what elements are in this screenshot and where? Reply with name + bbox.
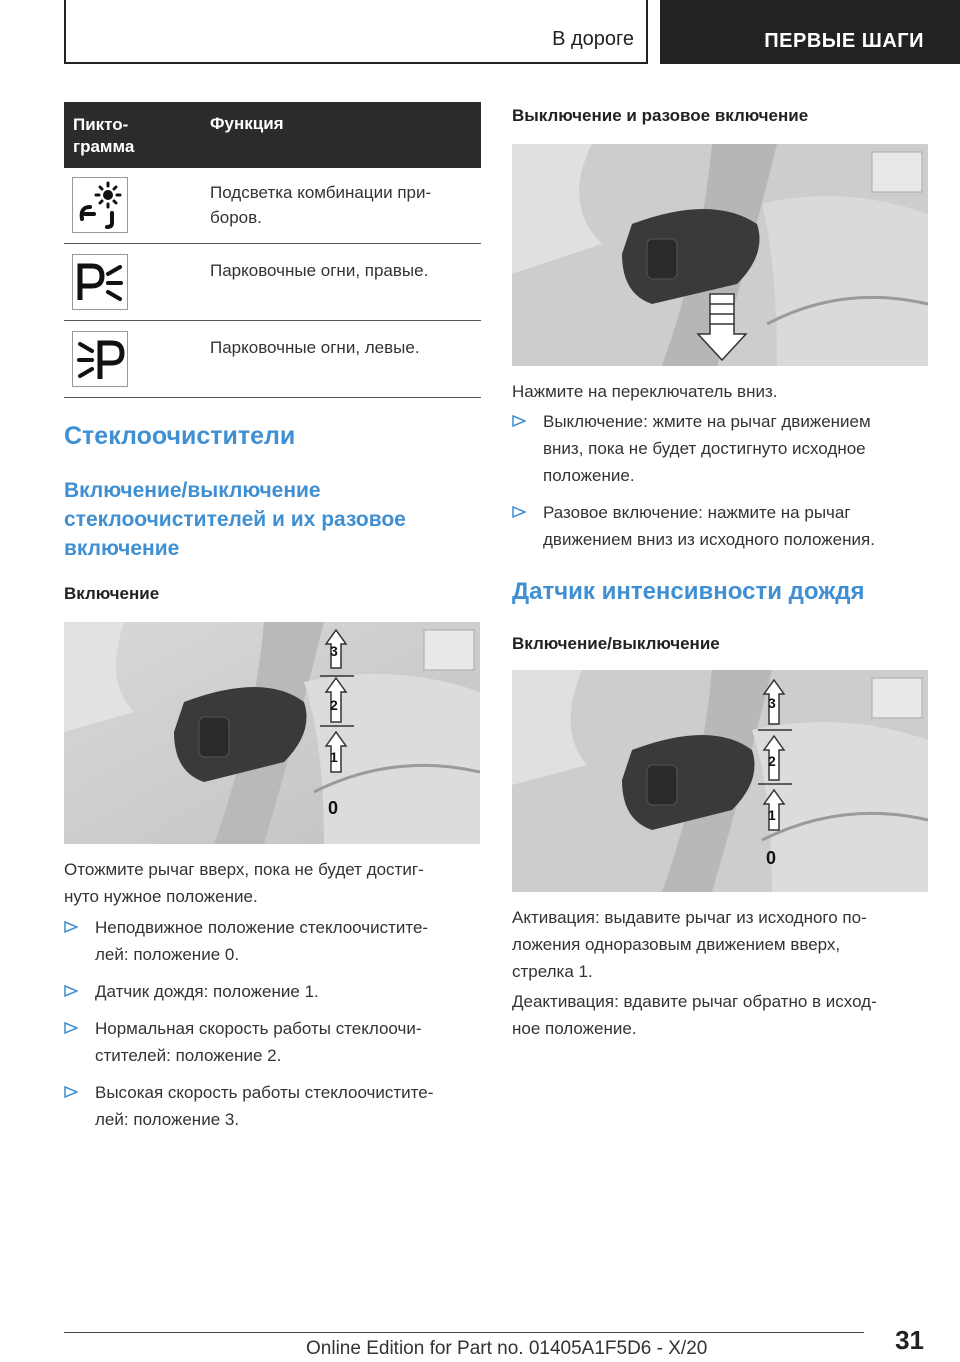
bullet-triangle-icon <box>512 414 526 428</box>
list-item-line: Разовое включение: нажмите на рычаг <box>543 503 851 522</box>
table-cell-function <box>210 180 470 230</box>
section-title-wipers: Стеклоочистители <box>64 422 296 450</box>
table-header-pictogram-line2: грамма <box>73 137 135 156</box>
subsection-title-line: стеклоочистителей и их разовое <box>64 508 406 531</box>
table-cell-function <box>210 335 470 360</box>
table-row <box>64 244 481 321</box>
list-item-line: лей: положение 3. <box>95 1110 240 1129</box>
list-item-line: вниз, пока не будет достигнуто исходное <box>543 439 866 458</box>
photo-label-1: 1 <box>768 807 776 823</box>
paragraph-line: ложения одноразовым движением вверх, <box>512 935 841 954</box>
pictogram-table <box>64 102 481 398</box>
list-item-line: Выключение: жмите на рычаг движением <box>543 412 871 431</box>
bullet-list-switch-off <box>512 408 932 553</box>
paragraph-deactivation <box>512 988 942 1042</box>
bullet-triangle-icon <box>64 1085 78 1099</box>
list-item-line: положение. <box>543 466 635 485</box>
list-item-line: Неподвижное положение стеклоочистите‐ <box>95 918 429 937</box>
table-row <box>64 321 481 398</box>
list-item <box>64 914 484 968</box>
table-header <box>64 102 481 168</box>
list-item-line: движением вниз из исходного положения. <box>543 530 875 549</box>
bullet-triangle-icon <box>64 920 78 934</box>
list-item <box>512 499 932 553</box>
table-header-pictogram <box>73 114 134 158</box>
subsection-title-wipers-onoff <box>64 476 484 563</box>
paragraph-line: нуто нужное положение. <box>64 887 258 906</box>
footer-divider <box>64 1332 864 1333</box>
parking-lights-right-icon <box>72 254 128 310</box>
photo-label-0: 0 <box>766 848 777 868</box>
table-cell-function <box>210 258 470 283</box>
table-cell-line: Парковочные огни, левые. <box>210 338 420 357</box>
paragraph-line: Активация: выдавите рычаг из исходного по‐ <box>512 908 867 927</box>
photo-label-0: 0 <box>328 798 339 818</box>
bullet-triangle-icon <box>64 984 78 998</box>
paragraph-activation <box>512 904 942 985</box>
list-item <box>64 978 484 1005</box>
photo-label-2: 2 <box>768 753 776 769</box>
footer-edition: Online Edition for Part no. 01405A1F5D6 - X/20 <box>306 1338 708 1359</box>
list-item-line: Высокая скорость работы стеклоочистите‐ <box>95 1083 434 1102</box>
subsection-title-line: включение <box>64 537 180 560</box>
photo-label-3: 3 <box>768 695 776 711</box>
table-header-function: Функция <box>210 114 284 133</box>
bullet-triangle-icon <box>512 505 526 519</box>
heading-switch-on: Включение <box>64 584 160 603</box>
bullet-list-positions <box>64 914 484 1133</box>
paragraph-switch-on <box>64 856 484 910</box>
header-chapter <box>660 0 960 64</box>
table-cell-line: Парковочные огни, правые. <box>210 261 429 280</box>
photo-label-2: 2 <box>330 697 338 713</box>
list-item <box>64 1079 484 1133</box>
list-item <box>64 1015 484 1069</box>
list-item-line: Нормальная скорость работы стеклоочи‐ <box>95 1019 422 1038</box>
table-header-pictogram-line1: Пикто‐ <box>73 115 129 134</box>
header-chapter-label: ПЕРВЫЕ ШАГИ <box>764 30 924 52</box>
header-section-label: В дороге <box>552 28 634 50</box>
paragraph-line: ное положение. <box>512 1019 637 1038</box>
list-item-line: Датчик дождя: положение 1. <box>95 982 319 1001</box>
subsection-title-line: Включение/выключение <box>64 479 321 502</box>
list-item-line: лей: положение 0. <box>95 945 240 964</box>
table-row <box>64 168 481 244</box>
table-cell-line: боров. <box>210 208 262 227</box>
section-title-rain-sensor: Датчик интенсивности дождя <box>512 578 865 605</box>
paragraph-line: Отожмите рычаг вверх, пока не будет достиг‐ <box>64 860 424 879</box>
bullet-triangle-icon <box>64 1021 78 1035</box>
wiper-lever-down-photo <box>512 144 928 366</box>
instrument-lighting-icon <box>72 177 128 233</box>
heading-rain-sensor-onoff: Включение/выключение <box>512 634 720 653</box>
photo-label-3: 3 <box>330 643 338 659</box>
header-section <box>500 28 646 51</box>
paragraph-line: стрелка 1. <box>512 962 593 981</box>
wiper-lever-up-photo <box>64 622 480 844</box>
parking-lights-left-icon <box>72 331 128 387</box>
paragraph-press-down: Нажмите на переключатель вниз. <box>512 382 778 401</box>
heading-switch-off: Выключение и разовое включение <box>512 106 809 125</box>
list-item-line: стителей: положение 2. <box>95 1046 282 1065</box>
list-item <box>512 408 932 489</box>
photo-label-1: 1 <box>330 749 338 765</box>
table-cell-line: Подсветка комбинации при‐ <box>210 183 432 202</box>
paragraph-line: Деактивация: вдавите рычаг обратно в исход‐ <box>512 992 877 1011</box>
rain-sensor-lever-photo <box>512 670 928 892</box>
page-number: 31 <box>895 1325 924 1355</box>
